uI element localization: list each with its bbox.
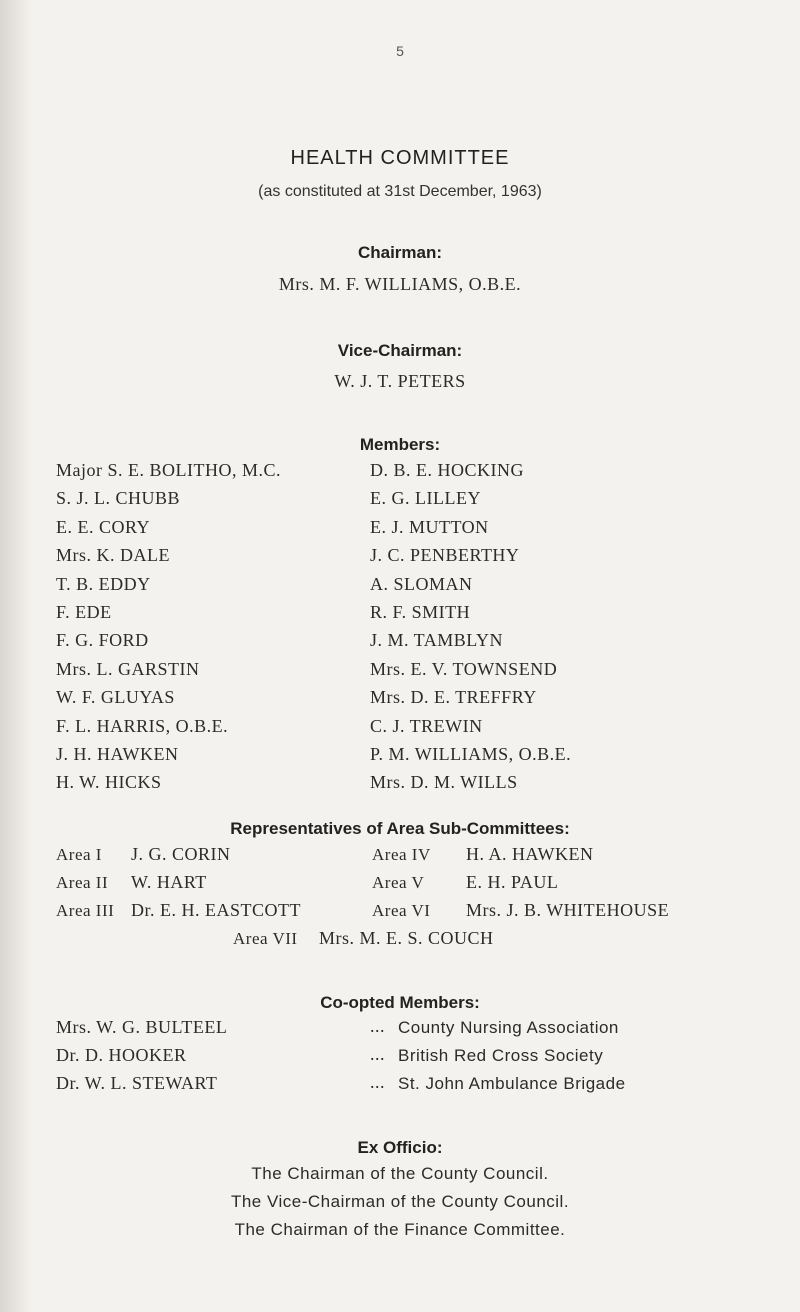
member-name: R. F. SMITH xyxy=(370,602,471,623)
page-title: HEALTH COMMITTEE xyxy=(290,147,510,169)
member-name: T. B. EDDY xyxy=(56,573,151,594)
member-name: J. C. PENBERTHY xyxy=(370,545,520,566)
representatives-heading: Representatives of Area Sub-Committees: xyxy=(230,819,570,838)
coopted-organisation: British Red Cross Society xyxy=(398,1046,604,1065)
ex-officio-line: The Chairman of the Finance Committee. xyxy=(234,1220,566,1239)
area-representative: Dr. E. H. EASTCOTT xyxy=(131,900,301,920)
member-name: E. J. MUTTON xyxy=(370,516,489,537)
area-label: Area V xyxy=(372,873,425,892)
member-name: A. SLOMAN xyxy=(370,573,473,594)
ex-officio-line: The Chairman of the County Council. xyxy=(251,1164,549,1183)
vice-chairman-name: W. J. T. PETERS xyxy=(334,371,466,391)
area-label: Area VI xyxy=(372,901,431,920)
member-name: Mrs. D. M. WILLS xyxy=(370,772,518,793)
ex-officio-line: The Vice-Chairman of the County Council. xyxy=(230,1192,570,1211)
member-name: J. H. HAWKEN xyxy=(56,744,179,765)
member-name: F. EDE xyxy=(56,602,112,623)
area-label: Area IV xyxy=(372,845,431,864)
member-name: D. B. E. HOCKING xyxy=(370,460,524,480)
member-name: Mrs. L. GARSTIN xyxy=(56,658,200,679)
area-label: Area I xyxy=(56,845,102,864)
leader-dots: ... xyxy=(370,1016,385,1036)
member-name: F. L. HARRIS, O.B.E. xyxy=(56,715,229,736)
area-label: Area II xyxy=(56,873,109,892)
members-right-column xyxy=(370,456,571,797)
area-label: Area VII xyxy=(233,929,298,948)
member-name: S. J. L. CHUBB xyxy=(56,488,181,509)
coopted-name: Dr. W. L. STEWART xyxy=(56,1073,218,1093)
vice-chairman-heading: Vice-Chairman: xyxy=(337,341,463,360)
leader-dots: ... xyxy=(370,1072,385,1092)
leader-dots: ... xyxy=(370,1044,385,1064)
area-representative: E. H. PAUL xyxy=(466,872,559,892)
area-representative: H. A. HAWKEN xyxy=(466,844,594,864)
chairman-name: Mrs. M. F. WILLIAMS, O.B.E. xyxy=(278,274,522,294)
member-name: E. G. LILLEY xyxy=(370,488,481,509)
page-subtitle: (as constituted at 31st December, 1963) xyxy=(258,183,542,200)
member-name: Major S. E. BOLITHO, M.C. xyxy=(56,460,281,480)
area-representative: W. HART xyxy=(131,872,207,892)
member-name: C. J. TREWIN xyxy=(370,715,483,736)
coopted-organisation: County Nursing Association xyxy=(398,1018,619,1037)
member-name: F. G. FORD xyxy=(56,630,149,651)
ex-officio-heading: Ex Officio: xyxy=(357,1138,443,1157)
page-number: 5 xyxy=(396,43,404,59)
member-name: W. F. GLUYAS xyxy=(56,687,175,708)
members-left-column xyxy=(56,456,281,797)
area-representative: J. G. CORIN xyxy=(131,844,231,864)
coopted-name: Dr. D. HOOKER xyxy=(56,1045,187,1065)
members-heading: Members: xyxy=(359,435,441,454)
area-representative: Mrs. J. B. WHITEHOUSE xyxy=(466,900,670,920)
member-name: Mrs. D. E. TREFFRY xyxy=(370,687,537,708)
coopted-heading: Co-opted Members: xyxy=(320,993,480,1012)
member-name: H. W. HICKS xyxy=(56,772,162,793)
area-representative: Mrs. M. E. S. COUCH xyxy=(319,928,494,948)
member-name: P. M. WILLIAMS, O.B.E. xyxy=(370,744,572,765)
member-name: J. M. TAMBLYN xyxy=(370,630,503,651)
member-name: Mrs. K. DALE xyxy=(56,545,170,566)
coopted-organisation: St. John Ambulance Brigade xyxy=(398,1074,626,1093)
coopted-name: Mrs. W. G. BULTEEL xyxy=(56,1017,228,1037)
area-label: Area III xyxy=(56,901,115,920)
chairman-heading: Chairman: xyxy=(357,243,443,262)
member-name: Mrs. E. V. TOWNSEND xyxy=(370,658,558,679)
member-name: E. E. CORY xyxy=(56,516,151,537)
